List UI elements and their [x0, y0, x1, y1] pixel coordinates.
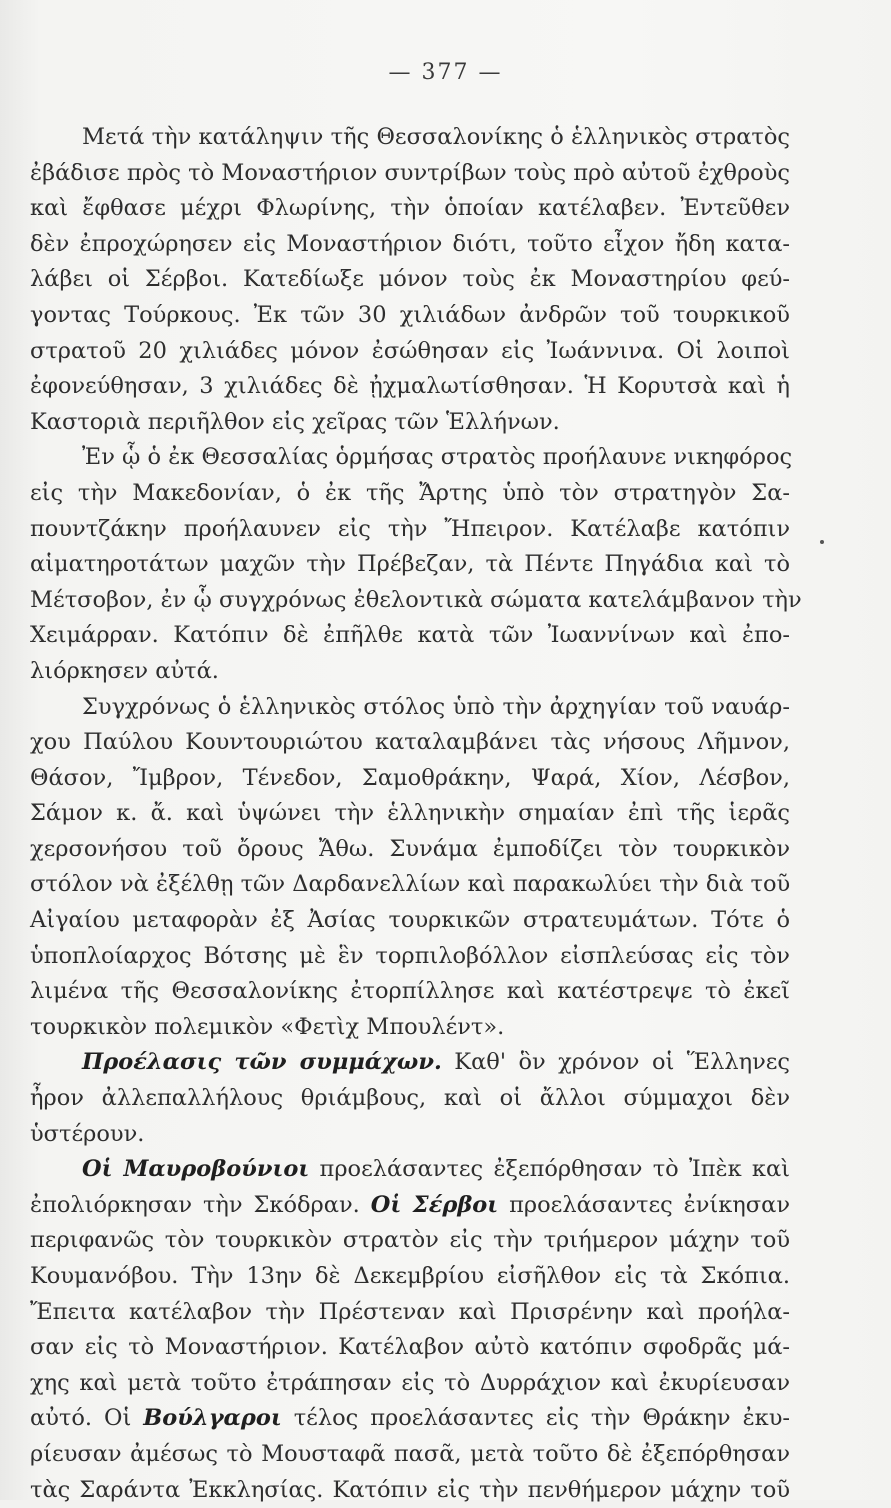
- text-line: Σάμον κ. ἄ. καὶ ὑψώνει τὴν ἑλληνικὴν σημαίαν ἐπὶ τῆς ἱερᾶς: [30, 800, 790, 827]
- text-line: χου Παύλου Κουντουριώτου καταλαμβάνει τὰς νήσους Λῆμνον,: [30, 729, 790, 756]
- text-run: προελάσαντες ἐξεπόρθησαν τὸ Ἰπὲκ καὶ: [319, 1156, 791, 1183]
- text-line: Μετά τὴν κατάληψιν τῆς Θεσσαλονίκης ὁ ἑλληνικὸς στρατὸς: [82, 124, 790, 150]
- text-line: τὰς Σαράντα Ἐκκλησίας. Κατόπιν εἰς τὴν πενθήμερον μάχην τοῦ: [30, 1476, 790, 1503]
- text-line: [30, 1152, 790, 1188]
- text-line: σαν εἰς τὸ Μοναστήριον. Κατέλαβον αὐτὸ κατόπιν σφοδρᾶς μά-: [30, 1334, 790, 1361]
- emphasis-serbs: Οἱ Σέρβοι: [370, 1191, 499, 1218]
- text-run: αὐτό. Οἱ: [30, 1405, 132, 1432]
- text-run: ἐπολιόρκησαν τὴν Σκόδραν.: [30, 1191, 360, 1218]
- text-run: προελάσαντες ἐνίκησαν: [509, 1191, 790, 1218]
- paragraph-fleet: [30, 690, 790, 1046]
- text-line: Ἐν ᾧ ὁ ἐκ Θεσσαλίας ὁρμήσας στρατὸς προήλαυνε νικηφόρος: [82, 444, 793, 471]
- paragraph-epirus: [30, 440, 802, 689]
- text-line: τουρκικὸν πολεμικὸν «Φετὶχ Μπουλέντ».: [30, 1013, 505, 1040]
- text-line: λιμένα τῆς Θεσσαλονίκης ἐτορπίλλησε καὶ κατέστρεψε τὸ ἐκεῖ: [30, 978, 790, 1005]
- text-line: ρίευσαν ἀμέσως τὸ Μουσταφᾶ πασᾶ, μετὰ τοῦτο δὲ ἐξεπόρθησαν: [30, 1440, 790, 1467]
- text-line: στόλον νὰ ἐξέλθῃ τῶν Δαρδανελλίων καὶ παρακωλύει τὴν διὰ τοῦ: [30, 871, 791, 898]
- text-line: Θάσον, Ἴμβρον, Τένεδον, Σαμοθράκην, Ψαρά, Χίον, Λέσβον,: [30, 764, 790, 791]
- paragraph-allies-advance: [30, 1045, 790, 1152]
- paragraph-thessaloniki: [30, 120, 790, 440]
- text-line: Χειμάρραν. Κατόπιν δὲ ἐπῆλθε κατὰ τῶν Ἰωαννίνων καὶ ἐπο-: [30, 622, 790, 649]
- text-line: εἰς τὴν Μακεδονίαν, ὁ ἐκ τῆς Ἄρτης ὑπὸ τὸν στρατηγὸν Σα-: [30, 479, 790, 506]
- text-line: [30, 1188, 790, 1224]
- text-line: περιφανῶς τὸν τουρκικὸν στρατὸν εἰς τὴν τριήμερον μάχην τοῦ: [30, 1227, 790, 1254]
- text-line: ὑποπλοίαρχος Βότσης μὲ ἓν τορπιλοβόλλον εἰσπλεύσας εἰς τὸν: [30, 942, 790, 969]
- body-text: [30, 120, 802, 1508]
- text-line: ἐφονεύθησαν, 3 χιλιάδες δὲ ᾐχμαλωτίσθησαν. Ἡ Κορυτσὰ καὶ ἡ: [30, 373, 790, 400]
- text-line: [30, 1401, 790, 1437]
- text-line: ἐβάδισε πρὸς τὸ Μοναστήριον συντρίβων τοὺς πρὸ αὐτοῦ ἐχθροὺς: [30, 159, 790, 186]
- text-line: λάβει οἱ Σέρβοι. Κατεδίωξε μόνον τοὺς ἐκ Μοναστηρίου φεύ-: [30, 266, 790, 293]
- text-line: λιόρκησεν αὐτά.: [30, 657, 219, 684]
- text-line: Αἰγαίου μεταφορὰν ἐξ Ἀσίας τουρκικῶν στρατευμάτων. Τότε ὁ: [30, 907, 790, 934]
- text-line: Μέτσοβον, ἐν ᾧ συγχρόνως ἐθελοντικὰ σώματα κατελάμβανον τὴν: [30, 586, 802, 613]
- text-line: [30, 1045, 790, 1081]
- section-heading: Προέλασις τῶν συμμάχων.: [82, 1049, 442, 1076]
- emphasis-bulgarians: Βούλγαροι: [143, 1405, 282, 1432]
- text-line: δὲν ἐπροχώρησεν εἰς Μοναστήριον διότι, τοῦτο εἶχον ἤδη κατα-: [30, 230, 790, 257]
- text-line: στρατοῦ 20 χιλιάδες μόνον ἐσώθησαν εἰς Ἰωάννινα. Οἱ λοιποὶ: [30, 337, 790, 364]
- text-line: Κουμανόβου. Τὴν 13ην δὲ Δεκεμβρίου εἰσῆλθον εἰς τὰ Σκόπια.: [30, 1263, 790, 1289]
- text-line: γοντας Τούρκους. Ἐκ τῶν 30 χιλιάδων ἀνδρῶν τοῦ τουρκικοῦ: [30, 301, 790, 328]
- text-run: τέλος προελάσαντες εἰς τὴν Θράκην ἐκυ-: [293, 1405, 790, 1432]
- text-line: Ἔπειτα κατέλαβον τὴν Πρέστεναν καὶ Πρισρένην καὶ προήλα-: [30, 1298, 790, 1325]
- text-line: καὶ ἔφθασε μέχρι Φλωρίνης, τὴν ὁποίαν κατέλαβεν. Ἐντεῦθεν: [30, 195, 790, 222]
- text-line: Συγχρόνως ὁ ἑλληνικὸς στόλος ὑπὸ τὴν ἀρχηγίαν τοῦ ναυάρ-: [82, 693, 790, 720]
- page-number: — 377 —: [388, 60, 503, 85]
- text-line: ὑστέρουν.: [30, 1120, 145, 1147]
- paragraph-montenegro-serbia-bulgaria: [30, 1152, 790, 1508]
- text-line: ἦρον ἀλλεπαλλήλους θριάμβους, καὶ οἱ ἄλλοι σύμμαχοι δὲν: [30, 1085, 790, 1112]
- text-run: Καθ' ὃν χρόνον οἱ Ἕλληνες: [454, 1049, 791, 1076]
- text-line: Καστοριὰ περιῆλθον εἰς χεῖρας τῶν Ἑλλήνων.: [30, 408, 560, 435]
- text-line: χερσονήσου τοῦ ὄρους Ἄθω. Συνάμα ἐμποδίζει τὸν τουρκικὸν: [30, 835, 790, 862]
- ink-speck: [820, 540, 824, 544]
- emphasis-montenegrins: Οἱ Μαυροβούνιοι: [82, 1156, 310, 1183]
- text-line: αἱματηροτάτων μαχῶν τὴν Πρέβεζαν, τὰ Πέντε Πηγάδια καὶ τὸ: [30, 551, 790, 578]
- text-line: χης καὶ μετὰ τοῦτο ἐτράπησαν εἰς τὸ Δυρράχιον καὶ ἐκυρίευσαν: [30, 1369, 790, 1396]
- text-line: πουντζάκην προήλαυνεν εἰς τὴν Ἤπειρον. Κατέλαβε κατόπιν: [30, 515, 790, 542]
